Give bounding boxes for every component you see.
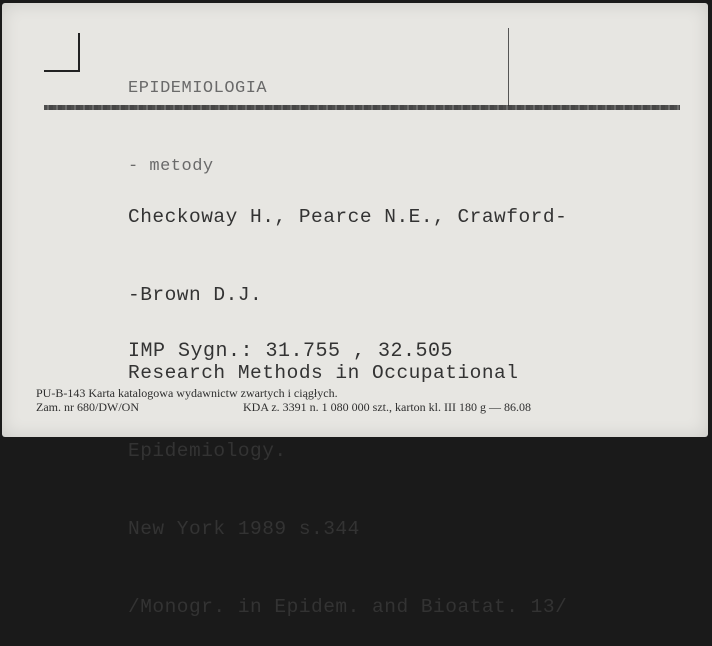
entry-line-6: /Monogr. in Epidem. and Bioatat. 13/	[128, 596, 568, 618]
shelfmark: IMP Sygn.: 31.755 , 32.505	[128, 340, 454, 363]
entry-line-5: New York 1989 s.344	[128, 518, 360, 540]
footer-form-line: PU-B-143 Karta katalogowa wydawnictw zwartych i ciągłych.	[36, 386, 338, 400]
subject-subheading: - metody	[128, 157, 214, 176]
entry-line-1: Checkoway H., Pearce N.E., Crawford-	[128, 206, 568, 228]
entry-line-2: -Brown D.J.	[128, 284, 263, 306]
footer-order-number: Zam. nr 680/DW/ON	[36, 400, 139, 414]
entry-line-3: Research Methods in Occupational	[128, 362, 519, 384]
subject-heading: EPIDEMIOLOGIA	[128, 79, 268, 98]
footer-print-info: KDA z. 3391 n. 1 080 000 szt., karton kl. III 180 g — 86.08	[243, 400, 531, 414]
corner-mark-vertical	[78, 33, 80, 71]
entry-line-4: Epidemiology.	[128, 440, 287, 462]
header-divider	[508, 28, 509, 106]
corner-mark-horizontal	[44, 70, 80, 72]
